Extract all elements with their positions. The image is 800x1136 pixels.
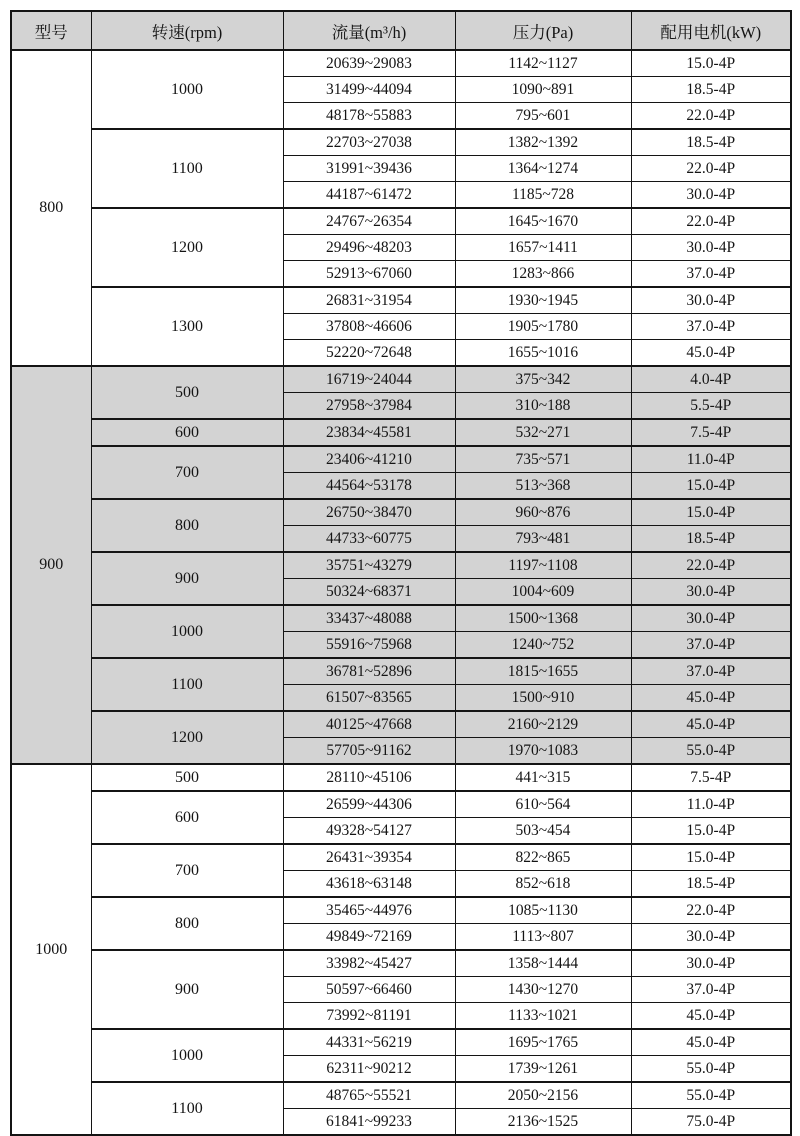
motor-cell: 15.0-4P bbox=[631, 818, 791, 845]
speed-cell: 800 bbox=[91, 499, 283, 552]
flow-cell: 52220~72648 bbox=[283, 340, 455, 367]
pressure-cell: 1185~728 bbox=[455, 182, 631, 209]
flow-cell: 49328~54127 bbox=[283, 818, 455, 845]
flow-cell: 20639~29083 bbox=[283, 50, 455, 77]
pressure-cell: 1358~1444 bbox=[455, 950, 631, 977]
motor-cell: 55.0-4P bbox=[631, 1056, 791, 1083]
motor-cell: 37.0-4P bbox=[631, 632, 791, 659]
pressure-cell: 1970~1083 bbox=[455, 738, 631, 765]
table-row bbox=[11, 764, 791, 791]
speed-cell: 900 bbox=[91, 552, 283, 605]
flow-cell: 33982~45427 bbox=[283, 950, 455, 977]
flow-cell: 26431~39354 bbox=[283, 844, 455, 871]
pressure-cell: 1364~1274 bbox=[455, 156, 631, 182]
motor-cell: 15.0-4P bbox=[631, 473, 791, 500]
pressure-cell: 1695~1765 bbox=[455, 1029, 631, 1056]
col-header-flow: 流量(m³/h) bbox=[283, 11, 455, 50]
flow-cell: 23834~45581 bbox=[283, 419, 455, 446]
pressure-cell: 735~571 bbox=[455, 446, 631, 473]
flow-cell: 36781~52896 bbox=[283, 658, 455, 685]
speed-cell: 700 bbox=[91, 844, 283, 897]
motor-cell: 45.0-4P bbox=[631, 340, 791, 367]
pressure-cell: 503~454 bbox=[455, 818, 631, 845]
flow-cell: 61841~99233 bbox=[283, 1109, 455, 1136]
motor-cell: 15.0-4P bbox=[631, 499, 791, 526]
speed-cell: 1000 bbox=[91, 605, 283, 658]
col-header-model: 型号 bbox=[11, 11, 91, 50]
motor-cell: 7.5-4P bbox=[631, 764, 791, 791]
flow-cell: 29496~48203 bbox=[283, 235, 455, 261]
motor-cell: 30.0-4P bbox=[631, 950, 791, 977]
flow-cell: 49849~72169 bbox=[283, 924, 455, 951]
pressure-cell: 1090~891 bbox=[455, 77, 631, 103]
pressure-cell: 1500~1368 bbox=[455, 605, 631, 632]
model-cell: 800 bbox=[11, 50, 91, 366]
flow-cell: 35465~44976 bbox=[283, 897, 455, 924]
flow-cell: 44187~61472 bbox=[283, 182, 455, 209]
pressure-cell: 610~564 bbox=[455, 791, 631, 818]
motor-cell: 11.0-4P bbox=[631, 446, 791, 473]
pressure-cell: 1930~1945 bbox=[455, 287, 631, 314]
motor-cell: 22.0-4P bbox=[631, 897, 791, 924]
pressure-cell: 1739~1261 bbox=[455, 1056, 631, 1083]
flow-cell: 31991~39436 bbox=[283, 156, 455, 182]
pressure-cell: 441~315 bbox=[455, 764, 631, 791]
speed-cell: 900 bbox=[91, 950, 283, 1029]
motor-cell: 45.0-4P bbox=[631, 1029, 791, 1056]
flow-cell: 73992~81191 bbox=[283, 1003, 455, 1030]
table-row bbox=[11, 711, 791, 738]
flow-cell: 62311~90212 bbox=[283, 1056, 455, 1083]
speed-cell: 500 bbox=[91, 366, 283, 419]
table-row bbox=[11, 1082, 791, 1109]
motor-cell: 22.0-4P bbox=[631, 208, 791, 235]
flow-cell: 40125~47668 bbox=[283, 711, 455, 738]
flow-cell: 44331~56219 bbox=[283, 1029, 455, 1056]
model-cell: 1000 bbox=[11, 764, 91, 1135]
flow-cell: 48178~55883 bbox=[283, 103, 455, 130]
pressure-cell: 1085~1130 bbox=[455, 897, 631, 924]
pressure-cell: 375~342 bbox=[455, 366, 631, 393]
motor-cell: 37.0-4P bbox=[631, 658, 791, 685]
table-row bbox=[11, 208, 791, 235]
pressure-cell: 2160~2129 bbox=[455, 711, 631, 738]
flow-cell: 55916~75968 bbox=[283, 632, 455, 659]
pressure-cell: 532~271 bbox=[455, 419, 631, 446]
motor-cell: 11.0-4P bbox=[631, 791, 791, 818]
table-row bbox=[11, 897, 791, 924]
speed-cell: 1000 bbox=[91, 50, 283, 129]
speed-cell: 1300 bbox=[91, 287, 283, 366]
motor-cell: 75.0-4P bbox=[631, 1109, 791, 1136]
table-row bbox=[11, 658, 791, 685]
table-row bbox=[11, 50, 791, 77]
pressure-cell: 1645~1670 bbox=[455, 208, 631, 235]
speed-cell: 1200 bbox=[91, 711, 283, 764]
speed-cell: 800 bbox=[91, 897, 283, 950]
pressure-cell: 1815~1655 bbox=[455, 658, 631, 685]
pressure-cell: 1133~1021 bbox=[455, 1003, 631, 1030]
flow-cell: 26831~31954 bbox=[283, 287, 455, 314]
motor-cell: 30.0-4P bbox=[631, 287, 791, 314]
motor-cell: 30.0-4P bbox=[631, 235, 791, 261]
flow-cell: 57705~91162 bbox=[283, 738, 455, 765]
table-row bbox=[11, 605, 791, 632]
flow-cell: 26750~38470 bbox=[283, 499, 455, 526]
flow-cell: 23406~41210 bbox=[283, 446, 455, 473]
flow-cell: 61507~83565 bbox=[283, 685, 455, 712]
pressure-cell: 1197~1108 bbox=[455, 552, 631, 579]
flow-cell: 26599~44306 bbox=[283, 791, 455, 818]
col-header-speed: 转速(rpm) bbox=[91, 11, 283, 50]
flow-cell: 16719~24044 bbox=[283, 366, 455, 393]
flow-cell: 31499~44094 bbox=[283, 77, 455, 103]
motor-cell: 18.5-4P bbox=[631, 871, 791, 898]
speed-cell: 1100 bbox=[91, 1082, 283, 1135]
table-row bbox=[11, 1029, 791, 1056]
motor-cell: 30.0-4P bbox=[631, 924, 791, 951]
motor-cell: 22.0-4P bbox=[631, 156, 791, 182]
pressure-cell: 795~601 bbox=[455, 103, 631, 130]
flow-cell: 44733~60775 bbox=[283, 526, 455, 553]
motor-cell: 15.0-4P bbox=[631, 844, 791, 871]
flow-cell: 35751~43279 bbox=[283, 552, 455, 579]
pressure-cell: 1382~1392 bbox=[455, 129, 631, 156]
pressure-cell: 1283~866 bbox=[455, 261, 631, 288]
flow-cell: 48765~55521 bbox=[283, 1082, 455, 1109]
table-row bbox=[11, 844, 791, 871]
table-row bbox=[11, 446, 791, 473]
pressure-cell: 1657~1411 bbox=[455, 235, 631, 261]
pressure-cell: 1113~807 bbox=[455, 924, 631, 951]
pressure-cell: 960~876 bbox=[455, 499, 631, 526]
speed-cell: 1100 bbox=[91, 129, 283, 208]
flow-cell: 24767~26354 bbox=[283, 208, 455, 235]
motor-cell: 55.0-4P bbox=[631, 1082, 791, 1109]
motor-cell: 7.5-4P bbox=[631, 419, 791, 446]
motor-cell: 18.5-4P bbox=[631, 526, 791, 553]
flow-cell: 44564~53178 bbox=[283, 473, 455, 500]
motor-cell: 30.0-4P bbox=[631, 605, 791, 632]
pressure-cell: 2136~1525 bbox=[455, 1109, 631, 1136]
motor-cell: 45.0-4P bbox=[631, 1003, 791, 1030]
speed-cell: 500 bbox=[91, 764, 283, 791]
motor-cell: 45.0-4P bbox=[631, 685, 791, 712]
speed-cell: 600 bbox=[91, 419, 283, 446]
pressure-cell: 1430~1270 bbox=[455, 977, 631, 1003]
motor-cell: 22.0-4P bbox=[631, 552, 791, 579]
flow-cell: 28110~45106 bbox=[283, 764, 455, 791]
fan-spec-table bbox=[10, 10, 792, 1136]
model-cell: 900 bbox=[11, 366, 91, 764]
speed-cell: 700 bbox=[91, 446, 283, 499]
motor-cell: 37.0-4P bbox=[631, 314, 791, 340]
pressure-cell: 310~188 bbox=[455, 393, 631, 420]
motor-cell: 22.0-4P bbox=[631, 103, 791, 130]
col-header-motor: 配用电机(kW) bbox=[631, 11, 791, 50]
table-row bbox=[11, 552, 791, 579]
pressure-cell: 1655~1016 bbox=[455, 340, 631, 367]
motor-cell: 4.0-4P bbox=[631, 366, 791, 393]
flow-cell: 52913~67060 bbox=[283, 261, 455, 288]
table-row bbox=[11, 287, 791, 314]
motor-cell: 18.5-4P bbox=[631, 129, 791, 156]
motor-cell: 45.0-4P bbox=[631, 711, 791, 738]
flow-cell: 50597~66460 bbox=[283, 977, 455, 1003]
flow-cell: 43618~63148 bbox=[283, 871, 455, 898]
pressure-cell: 1142~1127 bbox=[455, 50, 631, 77]
pressure-cell: 852~618 bbox=[455, 871, 631, 898]
motor-cell: 55.0-4P bbox=[631, 738, 791, 765]
pressure-cell: 1905~1780 bbox=[455, 314, 631, 340]
table-row bbox=[11, 366, 791, 393]
table-body bbox=[11, 50, 791, 1135]
pressure-cell: 1240~752 bbox=[455, 632, 631, 659]
flow-cell: 22703~27038 bbox=[283, 129, 455, 156]
table-header bbox=[11, 11, 791, 50]
motor-cell: 37.0-4P bbox=[631, 977, 791, 1003]
speed-cell: 1100 bbox=[91, 658, 283, 711]
speed-cell: 600 bbox=[91, 791, 283, 844]
pressure-cell: 513~368 bbox=[455, 473, 631, 500]
speed-cell: 1200 bbox=[91, 208, 283, 287]
header-row bbox=[11, 11, 791, 50]
pressure-cell: 1500~910 bbox=[455, 685, 631, 712]
flow-cell: 37808~46606 bbox=[283, 314, 455, 340]
motor-cell: 5.5-4P bbox=[631, 393, 791, 420]
speed-cell: 1000 bbox=[91, 1029, 283, 1082]
flow-cell: 27958~37984 bbox=[283, 393, 455, 420]
table-row bbox=[11, 419, 791, 446]
pressure-cell: 1004~609 bbox=[455, 579, 631, 606]
motor-cell: 30.0-4P bbox=[631, 579, 791, 606]
pressure-cell: 822~865 bbox=[455, 844, 631, 871]
col-header-pressure: 压力(Pa) bbox=[455, 11, 631, 50]
flow-cell: 50324~68371 bbox=[283, 579, 455, 606]
table-row bbox=[11, 129, 791, 156]
table-row bbox=[11, 791, 791, 818]
motor-cell: 18.5-4P bbox=[631, 77, 791, 103]
flow-cell: 33437~48088 bbox=[283, 605, 455, 632]
pressure-cell: 2050~2156 bbox=[455, 1082, 631, 1109]
table-row bbox=[11, 950, 791, 977]
pressure-cell: 793~481 bbox=[455, 526, 631, 553]
table-row bbox=[11, 499, 791, 526]
motor-cell: 15.0-4P bbox=[631, 50, 791, 77]
motor-cell: 37.0-4P bbox=[631, 261, 791, 288]
motor-cell: 30.0-4P bbox=[631, 182, 791, 209]
